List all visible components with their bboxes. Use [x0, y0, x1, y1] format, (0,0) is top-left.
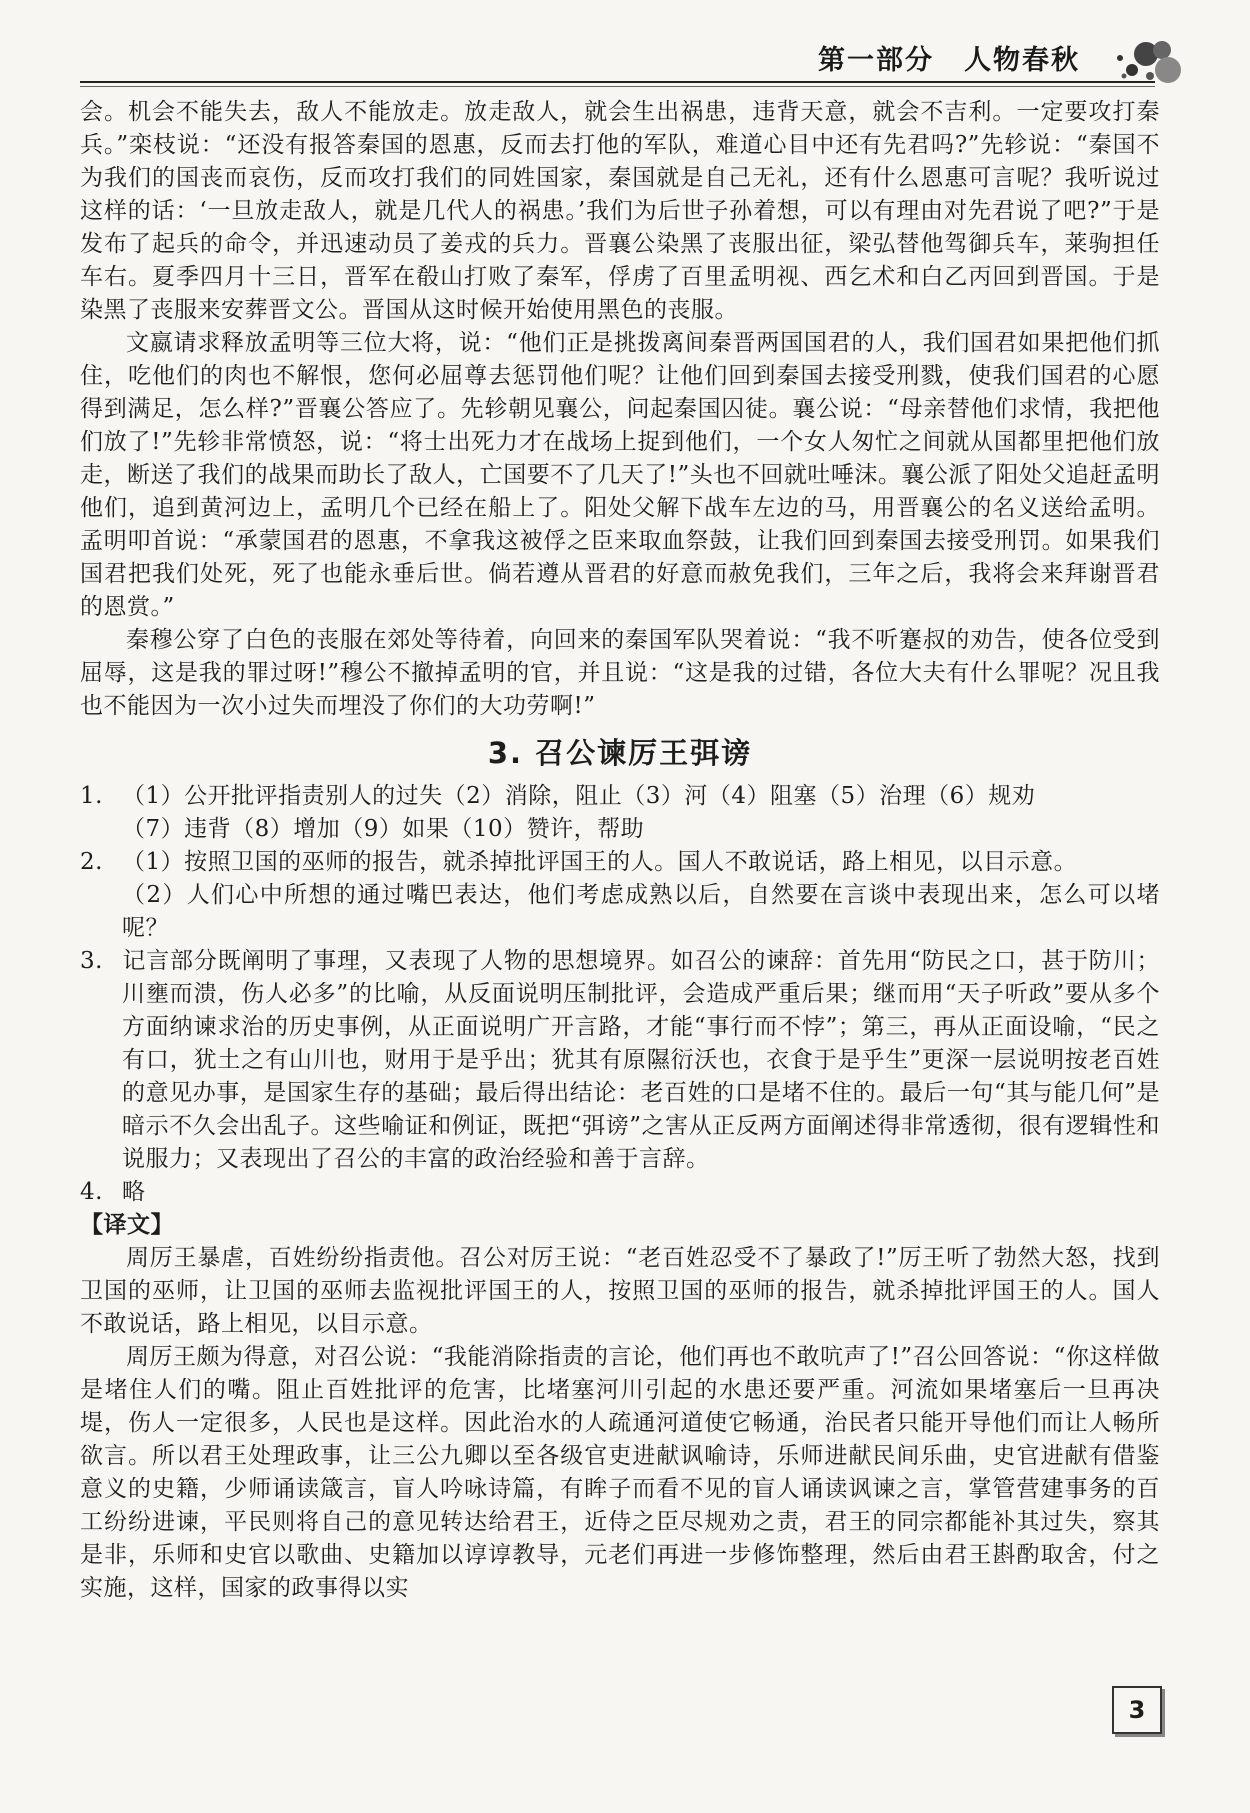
- answer-number: 3.: [80, 948, 103, 974]
- translation-paragraph: 周厉王颇为得意，对召公说：“我能消除指责的言论，他们再也不敢吭声了!”召公回答说：“你这样做是堵住人们的嘴。阻止百姓批评的危害，比堵塞河川引起的水患还要严重。河流如果堵塞后一旦再决堤，伤人一定很多，人民也是这样。因此治水的人疏通河道使它畅通，治民者只能开导他们而让人畅所欲言。所以君王处理政事，让三公九卿以至各级官吏进献讽喻诗，乐师进献民间乐曲，史官进献有借鉴意义的史籍，少师诵读箴言，盲人吟咏诗篇，有眸子而看不见的盲人诵读讽谏之言，掌管营建事务的百工纷纷进谏，平民则将自己的意见转达给君王，近侍之臣尽规劝之责，君王的同宗都能补其过失，察其是非，乐师和史官以歌曲、史籍加以谆谆教导，元老们再进一步修饰整理，然后由君王斟酌取舍，付之实施，这样，国家的政事得以实: [80, 1344, 1160, 1601]
- translation-label: 【译文】: [80, 1212, 174, 1238]
- answer-2-sub: （2）人们心中所想的通过嘴巴表达，他们考虑成熟以后，自然要在言谈中表现出来，怎么可以堵呢？: [122, 882, 1160, 941]
- section-title: 3. 召公谏厉王弭谤: [487, 736, 753, 770]
- answer-4: [80, 1176, 1160, 1209]
- paragraph: 会。机会不能失去，敌人不能放走。放走敌人，就会生出祸患，违背天意，就会不吉利。一定要攻打秦兵。”栾枝说：“还没有报答秦国的恩惠，反而去打他的军队，难道心目中还有先君吗?”先轸说：“秦国不为我们的国丧而哀伤，反而攻打我们的同姓国家，秦国就是自己无礼，还有什么恩惠可言呢？我听说过这样的话：‘一旦放走敌人，就是几代人的祸患。’我们为后世子孙着想，可以有理由对先君说了吧?”于是发布了起兵的命令，并迅速动员了姜戎的兵力。晋襄公染黑了丧服出征，梁弘替他驾御兵车，莱驹担任车右。夏季四月十三日，晋军在殽山打败了秦军，俘虏了百里孟明视、西乞术和白乙丙回到晋国。于是染黑了丧服来安葬晋文公。晋国从这时候开始使用黑色的丧服。: [80, 99, 1160, 323]
- answer-number: 2.: [80, 849, 103, 875]
- answer-number: 4.: [80, 1179, 103, 1205]
- page-number: 3: [1112, 1686, 1162, 1734]
- page-content: [80, 96, 1160, 1605]
- answer-number: 1.: [80, 783, 103, 809]
- part-title: 人物春秋: [964, 45, 1080, 76]
- header-rule: [80, 81, 1155, 83]
- translation-paragraph: 周厉王暴虐，百姓纷纷指责他。召公对厉王说：“老百姓忍受不了暴政了!”厉王听了勃然大怒，找到卫国的巫师，让卫国的巫师去监视批评国王的人，按照卫国的巫师的报告，就杀掉批评国王的人。国人不敢说话，路上相见，以目示意。: [80, 1245, 1160, 1337]
- paragraph: 文嬴请求释放孟明等三位大将，说：“他们正是挑拨离间秦晋两国国君的人，我们国君如果把他们抓住，吃他们的肉也不解恨，您何必屈尊去惩罚他们呢？让他们回到秦国去接受刑戮，使我们国君的心愿得到满足，怎么样?”晋襄公答应了。先轸朝见襄公，问起秦国囚徒。襄公说：“母亲替他们求情，我把他们放了!”先轸非常愤怒，说：“将士出死力才在战场上捉到他们，一个女人匆忙之间就从国都里把他们放走，断送了我们的战果而助长了敌人，亡国要不了几天了!”头也不回就吐唾沫。襄公派了阳处父追赶孟明他们，追到黄河边上，孟明几个已经在船上了。阳处父解下战车左边的马，用晋襄公的名义送给孟明。孟明叩首说：“承蒙国君的恩惠，不拿我这被俘之臣来取血祭鼓，让我们回到秦国去接受刑罚。如果我们国君把我们处死，死了也能永垂后世。倘若遵从晋君的好意而赦免我们，三年之后，我将会来拜谢晋君的恩赏。”: [80, 330, 1160, 620]
- part-label: 第一部分: [818, 45, 934, 76]
- answer-1: [80, 780, 1160, 813]
- paragraph: 秦穆公穿了白色的丧服在郊处等待着，向回来的秦国军队哭着说：“我不听蹇叔的劝告，使各位受到屈辱，这是我的罪过呀!”穆公不撤掉孟明的官，并且说：“这是我的过错，各位大夫有什么罪呢？况且我也不能因为一次小过失而埋没了你们的大功劳啊!”: [80, 627, 1160, 719]
- answer-text: （1）公开批评指责别人的过失（2）消除，阻止（3）河（4）阻塞（5）治理（6）规劝: [122, 783, 1036, 809]
- answer-1-continued: （7）违背（8）增加（9）如果（10）赞许，帮助: [122, 816, 645, 842]
- answer-3: [80, 945, 1160, 1176]
- answer-text: 略: [122, 1179, 146, 1205]
- page-header: [0, 0, 1250, 100]
- answer-text: （1）按照卫国的巫师的报告，就杀掉批评国王的人。国人不敢说话，路上相见，以目示意。: [122, 849, 1078, 875]
- header-rule-thin: [80, 86, 1155, 87]
- answer-2: [80, 846, 1160, 879]
- answer-text: 记言部分既阐明了事理，又表现了人物的思想境界。如召公的谏辞：首先用“防民之口，甚于防川；川壅而溃，伤人必多”的比喻，从反面说明压制批评，会造成严重后果；继而用“天子听政”要从多个方面纳谏求治的历史事例，从正面说明广开言路，才能“事行而不悖”；第三，再从正面设喻，“民之有口，犹土之有山川也，财用于是乎出；犹其有原隰衍沃也，衣食于是乎生”更深一层说明按老百姓的意见办事，是国家生存的基础；最后得出结论：老百姓的口是堵不住的。最后一句“其与能几何”是暗示不久会出乱子。这些喻证和例证，既把“弭谤”之害从正反两方面阐述得非常透彻，很有逻辑性和说服力；又表现出了召公的丰富的政治经验和善于言辞。: [122, 948, 1160, 1172]
- running-head: [818, 38, 1080, 77]
